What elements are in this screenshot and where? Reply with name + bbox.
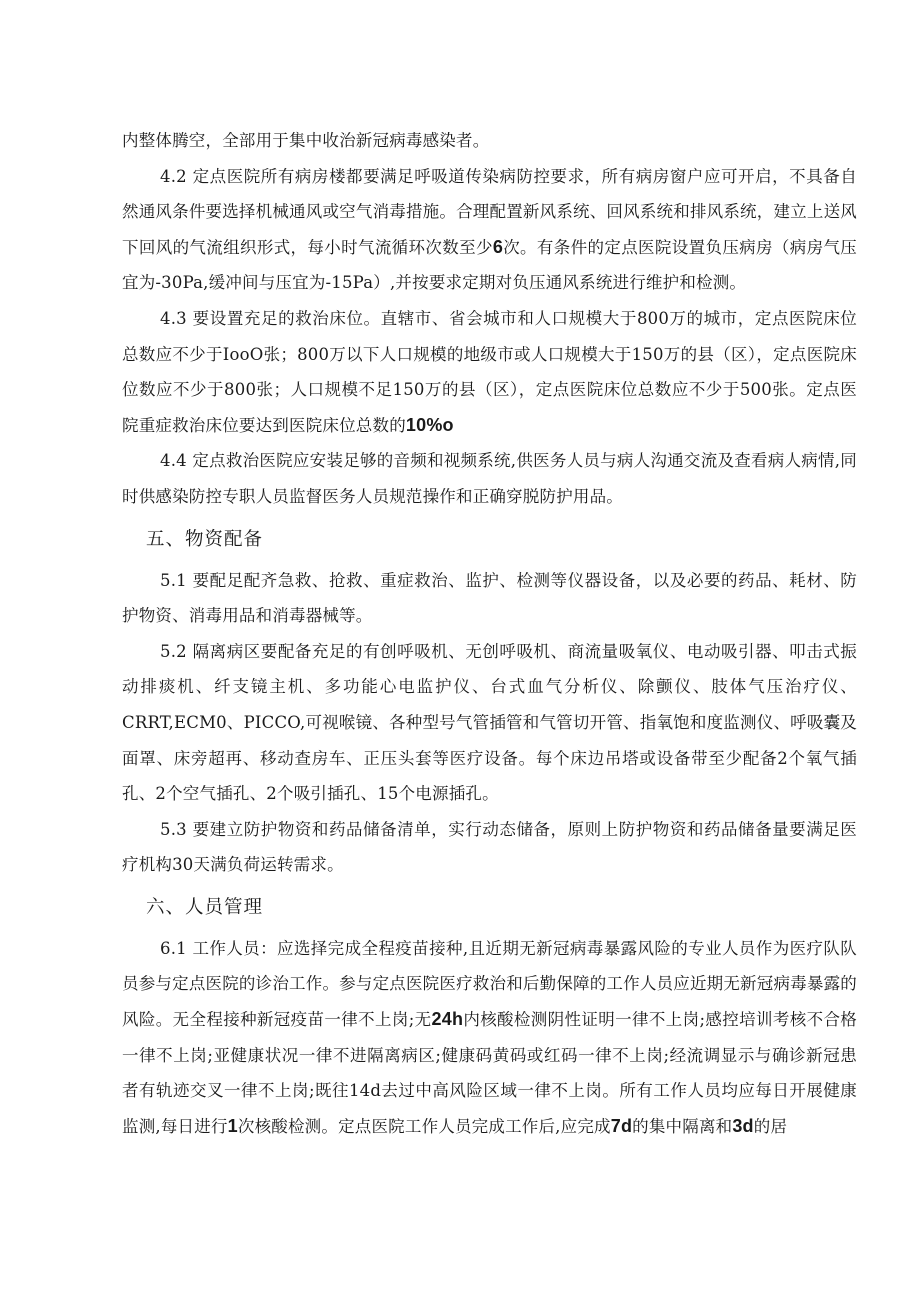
paragraph-text: 4.4 定点救治医院应安装足够的音频和视频系统,供医务人员与病人沟通交流及查看病人病情,同时供感染防控专职人员监督医务人员规范操作和正确穿脱防护用品。 xyxy=(122,451,857,506)
paragraph-text: 内核酸检测阴性证明一律不上岗;感控培训考核不合格一律不上岗;亚健康状况一律不进隔离病区;健康码黄码或红码一律不上岗;经流调显示与确诊新冠患者有轨迹交叉一律不上岗;既往14d去过中高风险区域一律不上岗。所有工作人员均应每日开展健康监测,每日进行 xyxy=(122,1010,858,1136)
paragraph-text: 5.2 隔离病区要配备充足的有创呼吸机、无创呼吸机、商流量吸氧仪、电动吸引器、叩击式振动排痰机、纤支镜主机、多功能心电监护仪、台式血气分析仪、除颤仪、肢体气压治疗仪、CRRT,ECM0、PICCO,可视喉镜、各种型号气管插管和气管切开管、指氧饱和度监测仪、呼吸囊及面罩、床旁超再、移动查房车、正压头套等医疗设备。每个床边吊塔或设备带至少配备2个氧气插孔、2个空气插孔、2个吸引插孔、15个电源插孔。 xyxy=(122,641,857,804)
paragraph-text: 的居 xyxy=(753,1116,788,1136)
paragraph-text: 6.1 工作人员：应选择完成全程疫苗接种,且近期无新冠病毒暴露风险的专业人员作为医疗队队员参与定点医院的诊治工作。参与定点医院医疗救治和后勤保障的工作人员应近期无新冠病毒暴露的风险。无全程接种新冠疫苗一律不上岗;无 xyxy=(122,938,857,1030)
paragraph-4-3 xyxy=(122,301,857,443)
paragraph-4-4 xyxy=(122,443,857,514)
section-heading-6: 六、人员管理 xyxy=(146,896,264,918)
paragraph-text: 5.3 要建立防护物资和药品储备清单，实行动态储备，原则上防护物资和药品储备量要满足医疗机构30天满负荷运转需求。 xyxy=(122,819,857,875)
paragraph-5-1 xyxy=(122,563,857,634)
bold-number: 6 xyxy=(492,236,504,257)
paragraph-text: 的集中隔离和 xyxy=(632,1116,733,1136)
paragraph-6-1 xyxy=(122,931,857,1145)
bold-percent: 10%o xyxy=(405,414,454,435)
bold-count: 1 xyxy=(227,1115,238,1136)
paragraph-text: 次核酸检测。定点医院工作人员完成工作后,应完成 xyxy=(237,1116,611,1136)
paragraph-text: 内整体腾空，全部用于集中收治新冠病毒感染者。 xyxy=(122,131,490,150)
paragraph-4-2 xyxy=(122,159,857,301)
document-body xyxy=(122,123,857,1144)
paragraph-text: 次。有条件的定点医院设置负压病房（病房气压宜为-30Pa,缓冲间与压宜为-15Pa）,并按要求定期对负压通风系统进行维护和检测。 xyxy=(122,237,858,293)
paragraph-continuation xyxy=(122,123,857,159)
paragraph-text: 4.3 要设置充足的救治床位。直辖市、省会城市和人口规模大于800万的城市，定点医院床位总数应不少于IooO张；800万以下人口规模的地级市或人口规模大于150万的县（区），定点医院床位数应不少于800张；人口规模不足150万的县（区），定点医院床位总数应不少于500张。定点医院重症救治床位要达到医院床位总数的 xyxy=(122,308,857,435)
paragraph-5-2 xyxy=(122,634,857,812)
paragraph-text: 4.2 定点医院所有病房楼都要满足呼吸道传染病防控要求，所有病房窗户应可开启，不具备自然通风条件要选择机械通风或空气消毒措施。合理配置新风系统、回风系统和排风系统，建立上送风下回风的气流组织形式，每小时气流循环次数至少 xyxy=(122,166,857,257)
paragraph-text: 5.1 要配足配齐急救、抢救、重症救治、监护、检测等仪器设备，以及必要的药品、耗材、防护物资、消毒用品和消毒器械等。 xyxy=(122,570,857,626)
bold-hours: 24h xyxy=(431,1009,464,1030)
paragraph-5-3 xyxy=(122,812,857,883)
bold-days-7: 7d xyxy=(610,1115,633,1136)
bold-days-3: 3d xyxy=(732,1115,754,1136)
section-heading-5: 五、物资配备 xyxy=(146,528,264,550)
